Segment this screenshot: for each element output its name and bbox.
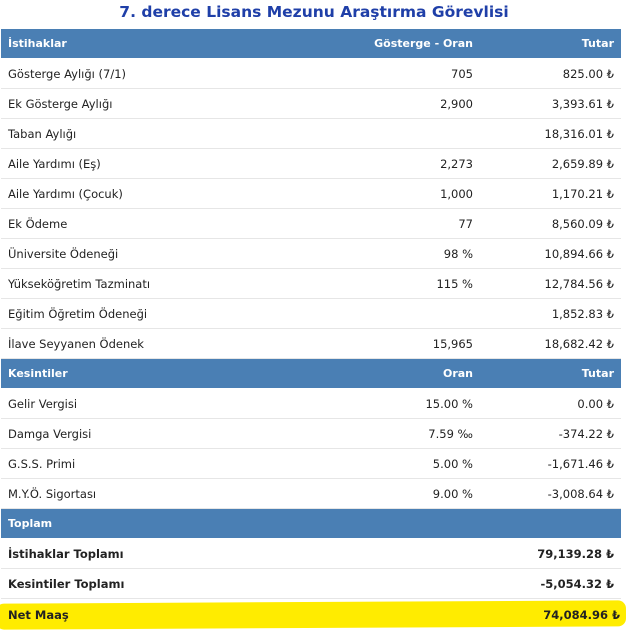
row-label: Üniversite Ödeneği	[1, 239, 301, 269]
row-label: Damga Vergisi	[1, 419, 301, 449]
entitlements-total-value: 79,139.28 ₺	[480, 539, 621, 569]
totals-header	[1, 509, 621, 539]
table-row	[1, 389, 621, 419]
table-row	[1, 419, 621, 449]
row-amount: 1,852.83 ₺	[480, 299, 621, 329]
table-row	[1, 179, 621, 209]
row-label: Aile Yardımı (Çocuk)	[1, 179, 301, 209]
entitlements-total-row	[1, 539, 621, 569]
salary-table	[1, 29, 621, 599]
row-amount: 2,659.89 ₺	[480, 149, 621, 179]
row-label: Yükseköğretim Tazminatı	[1, 269, 301, 299]
header-rate: Oran	[301, 359, 480, 389]
table-row	[1, 479, 621, 509]
table-row	[1, 239, 621, 269]
net-salary-row	[0, 601, 622, 629]
row-amount: 18,316.01 ₺	[480, 119, 621, 149]
row-rate: 98 %	[301, 239, 480, 269]
row-rate: 5.00 %	[301, 449, 480, 479]
row-rate: 15.00 %	[301, 389, 480, 419]
row-amount: 825.00 ₺	[480, 59, 621, 89]
row-label: Ek Gösterge Aylığı	[1, 89, 301, 119]
table-row	[1, 269, 621, 299]
row-amount: 1,170.21 ₺	[480, 179, 621, 209]
deductions-total-label: Kesintiler Toplamı	[1, 569, 301, 599]
entitlements-header	[1, 29, 621, 59]
header-amount: Tutar	[480, 29, 621, 59]
row-rate: 1,000	[301, 179, 480, 209]
table-row	[1, 59, 621, 89]
row-rate: 77	[301, 209, 480, 239]
header-amount: Tutar	[480, 359, 621, 389]
table-row	[1, 119, 621, 149]
row-label: Eğitim Öğretim Ödeneği	[1, 299, 301, 329]
row-rate: 15,965	[301, 329, 480, 359]
table-row	[1, 89, 621, 119]
row-amount: 3,393.61 ₺	[480, 89, 621, 119]
deductions-total-value: -5,054.32 ₺	[480, 569, 621, 599]
row-rate: 705	[301, 59, 480, 89]
page-title: 7. derece Lisans Mezunu Araştırma Görevlisi	[119, 3, 509, 21]
row-label: G.S.S. Primi	[1, 449, 301, 479]
row-rate: 2,900	[301, 89, 480, 119]
header-deductions: Kesintiler	[1, 359, 301, 389]
row-label: Aile Yardımı (Eş)	[1, 149, 301, 179]
row-amount: 0.00 ₺	[480, 389, 621, 419]
row-rate	[301, 299, 480, 329]
row-amount: -1,671.46 ₺	[480, 449, 621, 479]
row-rate: 7.59 ‰	[301, 419, 480, 449]
row-rate: 9.00 %	[301, 479, 480, 509]
row-amount: 8,560.09 ₺	[480, 209, 621, 239]
header-totals: Toplam	[1, 509, 621, 539]
entitlements-total-label: İstihaklar Toplamı	[1, 539, 301, 569]
row-label: Gösterge Aylığı (7/1)	[1, 59, 301, 89]
row-label: İlave Seyyanen Ödenek	[1, 329, 301, 359]
header-entitlements: İstihaklar	[1, 29, 301, 59]
row-amount: -3,008.64 ₺	[480, 479, 621, 509]
row-amount: -374.22 ₺	[480, 419, 621, 449]
net-salary-value: 74,084.96 ₺	[543, 608, 620, 622]
row-label: Ek Ödeme	[1, 209, 301, 239]
table-row	[1, 329, 621, 359]
row-amount: 18,682.42 ₺	[480, 329, 621, 359]
deductions-header	[1, 359, 621, 389]
table-row	[1, 299, 621, 329]
row-amount: 12,784.56 ₺	[480, 269, 621, 299]
table-row	[1, 449, 621, 479]
row-rate: 115 %	[301, 269, 480, 299]
row-rate: 2,273	[301, 149, 480, 179]
row-rate	[301, 119, 480, 149]
row-label: Gelir Vergisi	[1, 389, 301, 419]
table-row	[1, 209, 621, 239]
header-rate: Gösterge - Oran	[301, 29, 480, 59]
row-amount: 10,894.66 ₺	[480, 239, 621, 269]
row-label: M.Y.Ö. Sigortası	[1, 479, 301, 509]
row-label: Taban Aylığı	[1, 119, 301, 149]
table-row	[1, 149, 621, 179]
deductions-total-row	[1, 569, 621, 599]
net-salary-label: Net Maaş	[8, 608, 69, 622]
